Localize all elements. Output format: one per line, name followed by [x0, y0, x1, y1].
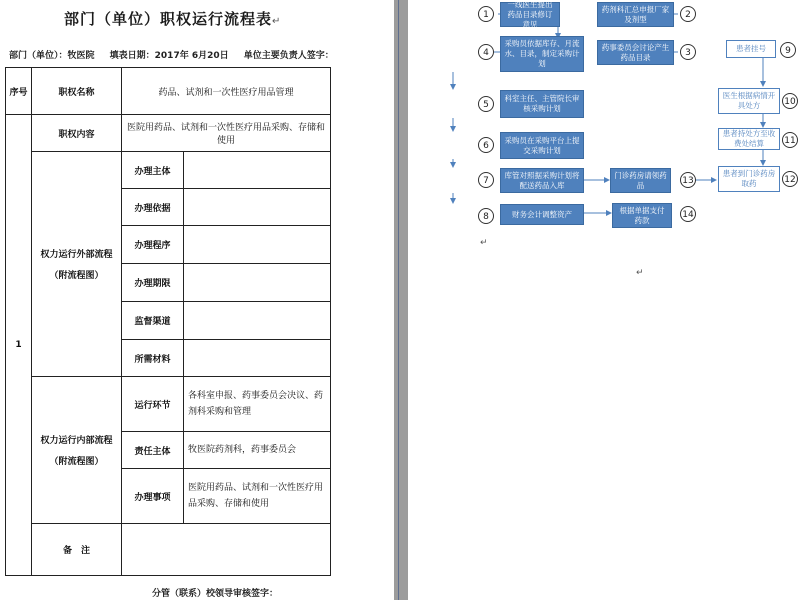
table-header-row	[6, 68, 331, 115]
step-number-badge: 7	[478, 172, 494, 188]
flow-step-10: 医生根据病情开具处方	[718, 88, 780, 114]
paragraph-mark-icon: ↵	[480, 238, 488, 248]
owner-signature-field: 单位主要负责人签字：	[243, 51, 334, 61]
row-label: 监督渠道	[122, 302, 184, 340]
page-gutter	[394, 0, 408, 600]
internal-label-text: 权力运行内部流程	[40, 436, 113, 446]
flow-step-12: 患者到门诊药房取药	[718, 166, 780, 192]
row-value: 医院用药品、试剂和一次性医疗用品采购、存储和使用	[184, 469, 331, 524]
process-table	[5, 67, 331, 576]
step-number-badge: 9	[780, 42, 796, 58]
content-row	[6, 115, 331, 152]
paragraph-mark-icon: ↵	[636, 268, 644, 278]
step-number-badge: 1	[478, 6, 494, 22]
page-edge	[398, 0, 399, 600]
flow-step-6: 采购员在采购平台上提交采购计划	[500, 132, 584, 159]
content-label: 职权内容	[32, 115, 122, 152]
step-number-badge: 11	[782, 132, 798, 148]
internal-process-label	[32, 377, 122, 524]
row-value	[184, 340, 331, 377]
leader-signature-field: 分管（联系）校领导审核签字：	[152, 589, 279, 599]
header-name: 职权名称	[32, 68, 122, 115]
row-label: 办理事项	[122, 469, 184, 524]
step-number-badge: 13	[680, 172, 696, 188]
flow-step-13: 门诊药房请领药品	[610, 168, 671, 193]
row-label: 办理主体	[122, 152, 184, 189]
flow-step-4: 采购员依据库存、月流水、目录，制定采购计划	[500, 36, 584, 72]
power-name-value: 药品、试剂和一次性医疗用品管理	[122, 68, 331, 115]
content-value: 医院用药品、试剂和一次性医疗用品采购、存储和使用	[122, 115, 331, 152]
seq-value: 1	[6, 115, 32, 576]
flow-step-9: 患者挂号	[726, 40, 776, 58]
row-label: 办理依据	[122, 189, 184, 226]
external-label-text: 权力运行外部流程	[40, 250, 113, 260]
header-seq: 序号	[6, 68, 32, 115]
table-row	[6, 152, 331, 189]
step-number-badge: 12	[782, 171, 798, 187]
paragraph-mark-icon: ↵	[272, 16, 282, 27]
remark-row	[6, 524, 331, 576]
row-value	[184, 226, 331, 264]
external-sub-text: （附流程图）	[49, 271, 104, 281]
flow-step-1: 一线医生提出药品目录修订意见	[500, 2, 560, 27]
fill-date-field: 填表日期：2017年 6月20日	[109, 51, 229, 61]
document-title-text: 部门（单位）职权运行流程表	[64, 10, 273, 28]
row-value	[184, 152, 331, 189]
remark-value	[122, 524, 331, 576]
flow-step-11: 患者持处方至收费处结算	[718, 128, 780, 150]
flow-step-5: 科室主任、主管院长审核采购计划	[500, 90, 584, 118]
flow-step-2: 药剂科汇总申报厂家及剂型	[597, 2, 674, 27]
flow-step-8: 财务会计调整资产	[500, 204, 584, 225]
flow-step-3: 药事委员会讨论产生药品目录	[597, 40, 674, 65]
row-label: 办理程序	[122, 226, 184, 264]
step-number-badge: 4	[478, 44, 494, 60]
row-label: 所需材料	[122, 340, 184, 377]
step-number-badge: 2	[680, 6, 696, 22]
step-number-badge: 3	[680, 44, 696, 60]
document-page-right	[408, 0, 800, 600]
row-label: 运行环节	[122, 377, 184, 432]
row-label: 办理期限	[122, 264, 184, 302]
row-value: 各科室申报、药事委员会决议、药剂科采购和管理	[184, 377, 331, 432]
step-number-badge: 6	[478, 137, 494, 153]
flow-step-14: 根据单据支付药款	[612, 203, 672, 228]
row-value: 牧医院药剂科，药事委员会	[184, 432, 331, 469]
row-value	[184, 264, 331, 302]
external-process-label	[32, 152, 122, 377]
document-page-left	[0, 0, 394, 600]
department-field: 部门（单位）：牧医院	[9, 51, 95, 61]
step-number-badge: 8	[478, 208, 494, 224]
step-number-badge: 14	[680, 206, 696, 222]
table-row	[6, 377, 331, 432]
row-value	[184, 189, 331, 226]
step-number-badge: 10	[782, 93, 798, 109]
remark-label: 备 注	[32, 524, 122, 576]
document-title	[64, 8, 281, 29]
step-number-badge: 5	[478, 96, 494, 112]
row-value	[184, 302, 331, 340]
internal-sub-text: （附流程图）	[49, 457, 104, 467]
row-label: 责任主体	[122, 432, 184, 469]
form-meta	[9, 48, 344, 61]
flow-step-7: 库管对照据采购计划将配送药品入库	[500, 168, 584, 193]
